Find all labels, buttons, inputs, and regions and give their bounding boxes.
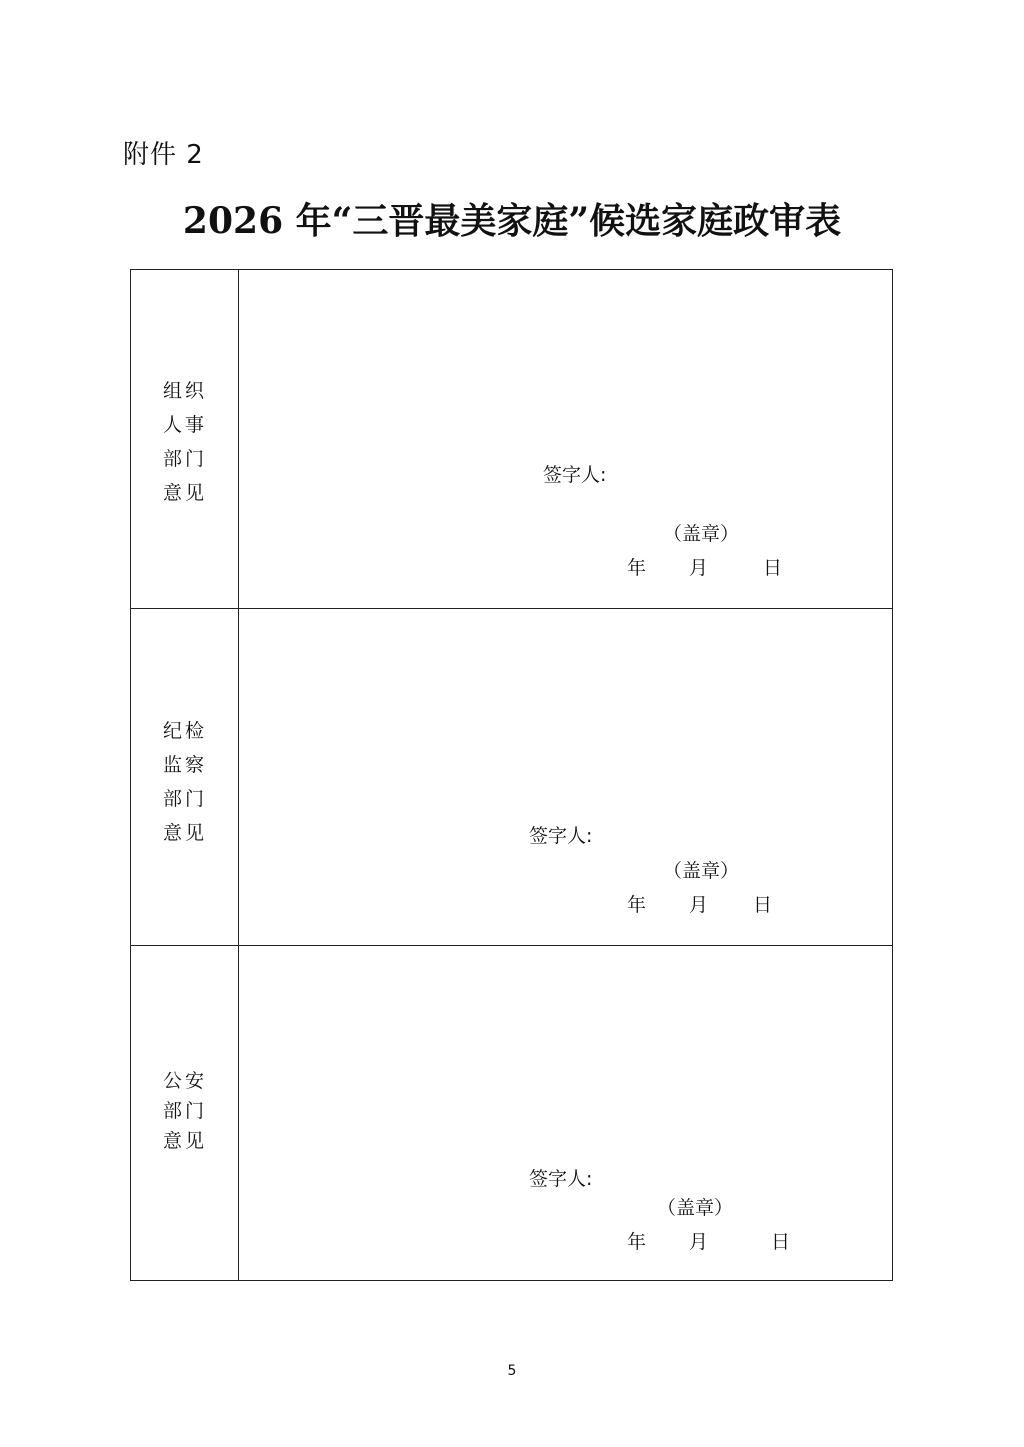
seal-label: （盖章） [657,1197,734,1219]
label-line: 纪检 [162,720,207,742]
date-day-label: 日 [763,557,783,579]
signature-label: 签字人: [529,1168,593,1190]
label-line: 公安 [162,1070,207,1092]
opinion-input-area[interactable] [239,946,892,1280]
date-month-label: 月 [689,557,709,579]
date-month-label: 月 [689,894,709,916]
label-line: 人事 [162,414,207,436]
opinion-input-area[interactable] [239,270,892,608]
opinion-input-area[interactable] [239,609,892,945]
row-label-cell [131,609,239,945]
date-month-label: 月 [689,1231,709,1253]
date-day-label: 日 [771,1231,791,1253]
table-row-discipline-inspection [131,608,892,945]
label-line: 监察 [162,754,207,776]
document-title: 2026 年“三晋最美家庭”候选家庭政审表 [182,200,842,242]
date-year-label: 年 [627,894,647,916]
attachment-label: 附件 2 [123,140,204,170]
label-line: 意见 [162,822,207,844]
row-label [131,714,239,850]
table-row-public-security [131,945,892,1280]
signature-label: 签字人: [543,464,607,486]
political-review-table [130,269,893,1281]
date-year-label: 年 [627,557,647,579]
date-day-label: 日 [753,894,773,916]
row-label-cell [131,270,239,608]
row-label [131,374,239,510]
row-label [131,1066,239,1156]
table-row-organization-personnel [131,270,892,608]
label-line: 组织 [162,380,207,402]
label-line: 意见 [162,482,207,504]
seal-label: （盖章） [663,860,740,882]
label-line: 部门 [162,1100,207,1122]
row-label-cell [131,946,239,1280]
signature-label: 签字人: [529,825,593,847]
date-year-label: 年 [627,1231,647,1253]
label-line: 部门 [162,788,207,810]
page-number: 5 [507,1363,517,1379]
seal-label: （盖章） [663,523,740,545]
label-line: 意见 [162,1130,207,1152]
label-line: 部门 [162,448,207,470]
